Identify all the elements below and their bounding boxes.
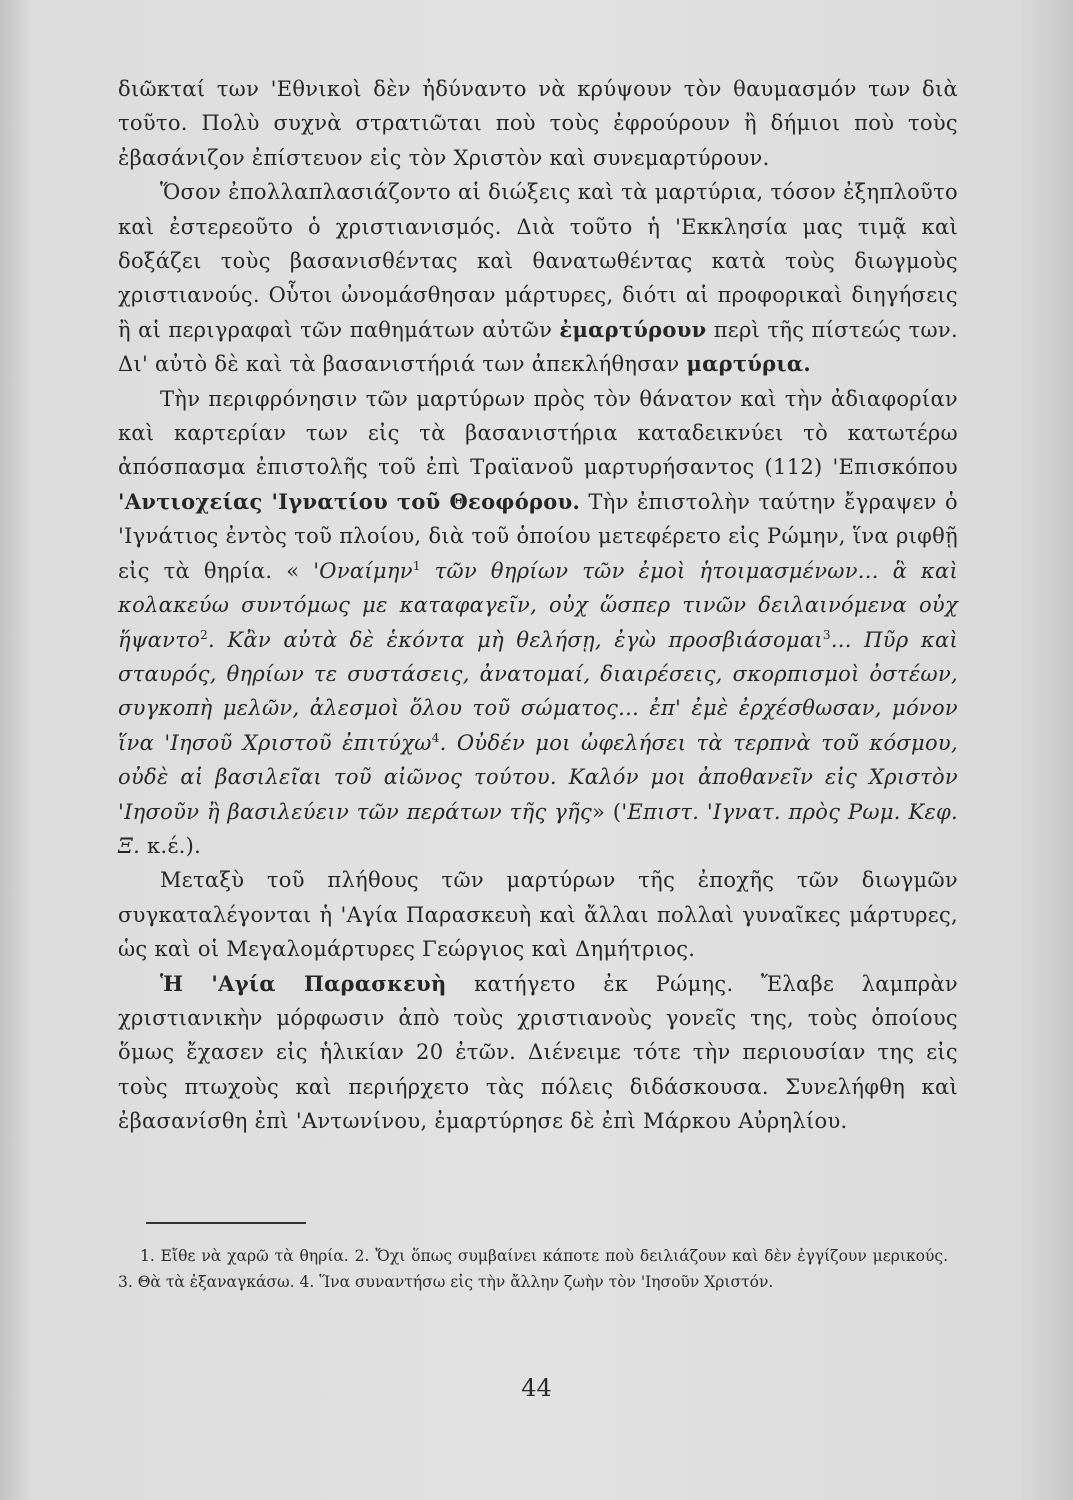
text-span: . Οὐδέν μοι ὠφελήσει τὰ τερπνὰ τοῦ κόσμου, οὐδὲ αἱ βασιλεῖαι τοῦ αἰῶνος τούτου. Καλόν μοι ἀποθανεῖν εἰς Χριστὸν 'Ιησοῦν ἢ βασιλεύειν τῶν περάτων τῆς γῆς: [118, 730, 958, 824]
text-span: 'Αντιοχείας 'Ιγνατίου τοῦ Θεοφόρου.: [118, 488, 581, 514]
text-span: κ.έ.).: [140, 833, 202, 858]
page-number: 44: [521, 1374, 552, 1402]
text-span: ... Πῦρ καὶ σταυρός, θηρίων τε συστάσεις, ἀνατομαί, διαιρέσεις, σκορπισμοὶ ὀστέων, συγκοπὴ μελῶν, ἀλεσμοὶ ὅλου τοῦ σώματος... ἐπ' ἐμὲ ἐρχέσθωσαν, μόνον ἵνα 'Ιησοῦ Χριστοῦ ἐπιτύχω: [118, 627, 958, 755]
paragraph: [118, 863, 958, 966]
paragraph: [118, 175, 958, 381]
footnote-marker: 4: [431, 730, 440, 745]
footnote-divider: [146, 1222, 306, 1224]
paragraph: [118, 967, 958, 1139]
text-span: ἐμαρτύρουν: [559, 316, 707, 342]
body-text: [118, 72, 958, 1139]
text-span: 'Οναίμην: [313, 558, 413, 583]
footnote-marker: 1: [412, 558, 421, 573]
text-span: 'Επιστ. 'Ιγνατ. πρὸς Ρωμ. Κεφ. Ξ.: [118, 799, 958, 858]
text-span: Μεταξὺ τοῦ πλήθους τῶν μαρτύρων τῆς ἐποχῆς τῶν διωγμῶν συγκαταλέγονται ἡ 'Αγία Παρασκευὴ καὶ ἄλλαι πολλαὶ γυναῖκες μάρτυρες, ὡς καὶ οἱ Μεγαλομάρτυρες Γεώργιος καὶ Δημήτριος.: [118, 868, 958, 962]
text-span: περὶ τῆς πίστεώς των. Δι' αὐτὸ δὲ καὶ τὰ βασανιστήριά των ἀπεκλήθησαν: [118, 317, 958, 377]
paragraph: [118, 72, 958, 175]
footnote-text: 1. Εἴθε νὰ χαρῶ τὰ θηρία. 2. Ὄχι ὅπως συμβαίνει κάποτε ποὺ δειλιάζουν καὶ δὲν ἐγγίζουν μερικούς. 3. Θὰ τὰ ἐξαναγκάσω. 4. Ἵνα συναντήσω εἰς τὴν ἄλλην ζωὴν τὸν 'Ιησοῦν Χριστόν.: [118, 1247, 948, 1291]
footnotes: [118, 1243, 948, 1295]
footnote-marker: 3: [822, 627, 831, 642]
text-span: τῶν θηρίων τῶν ἐμοὶ ἡτοιμασμένων... ἃ καὶ κολακεύω συντόμως με καταφαγεῖν, οὐχ ὥσπερ τινῶν δειλαινόμενα οὐχ ἥψαντο: [118, 558, 958, 652]
text-span: Ἡ 'Αγία Παρασκευὴ: [160, 970, 447, 996]
text-span: Τὴν περιφρόνησιν τῶν μαρτύρων πρὸς τὸν θάνατον καὶ τὴν ἀδιαφορίαν καὶ καρτερίαν των εἰς τὰ βασανιστήρια καταδεικνύει τὸ κατωτέρω ἀπόσπασμα ἐπιστολῆς τοῦ ἐπὶ Τραϊανοῦ μαρτυρήσαντος (112) 'Επισκόπου: [118, 386, 958, 480]
text-span: . Κἂν αὐτὰ δὲ ἑκόντα μὴ θελήσῃ, ἐγὼ προσβιάσομαι: [208, 627, 823, 652]
text-span: Ὅσον ἐπολλαπλασιάζοντο αἱ διώξεις καὶ τὰ μαρτύρια, τόσον ἐξηπλοῦτο καὶ ἐστερεοῦτο ὁ χριστιανισμός. Διὰ τοῦτο ἡ 'Εκκλησία μας τιμᾷ καὶ δοξάζει τοὺς βασανισθέντας καὶ θανατωθέντας κατὰ τοὺς διωγμοὺς χριστιανούς. Οὗτοι ὠνομάσθησαν μάρτυρες, διότι αἱ προφορικαὶ διηγήσεις ἢ αἱ περιγραφαὶ τῶν παθημάτων αὐτῶν: [118, 180, 958, 342]
text-span: μαρτύρια.: [686, 351, 811, 377]
footnote-marker: 2: [200, 627, 208, 642]
text-span: » (: [592, 799, 622, 824]
text-span: Τὴν ἐπιστολὴν ταύτην ἔγραψεν ὁ 'Ιγνάτιος ἐντὸς τοῦ πλοίου, διὰ τοῦ ὁποίου μετεφέρετο εἰς Ρώμην, ἵνα ριφθῇ εἰς τὰ θηρία. «: [118, 489, 958, 583]
text-span: κατήγετο ἐκ Ρώμης. Ἔλαβε λαμπρὰν χριστιανικὴν μόρφωσιν ἀπὸ τοὺς χριστιανοὺς γονεῖς της, τοὺς ὁποίους ὅμως ἔχασεν εἰς ἡλικίαν 20 ἐτῶν. Διένειμε τότε τὴν περιουσίαν της εἰς τοὺς πτωχοὺς καὶ περιήρχετο τὰς πόλεις διδάσκουσα. Συνελήφθη καὶ ἐβασανίσθη ἐπὶ 'Αντωνίνου, ἐμαρτύρησε δὲ ἐπὶ Μάρκου Αὐρηλίου.: [118, 971, 958, 1134]
paragraph: [118, 382, 958, 864]
text-span: διῶκταί των 'Εθνικοὶ δὲν ἠδύναντο νὰ κρύψουν τὸν θαυμασμόν των διὰ τοῦτο. Πολὺ συχνὰ στρατιῶται ποὺ τοὺς ἐφρούρουν ἢ δήμιοι ποὺ τοὺς ἐβασάνιζον ἐπίστευον εἰς τὸν Χριστὸν καὶ συνεμαρτύρουν.: [118, 77, 958, 170]
